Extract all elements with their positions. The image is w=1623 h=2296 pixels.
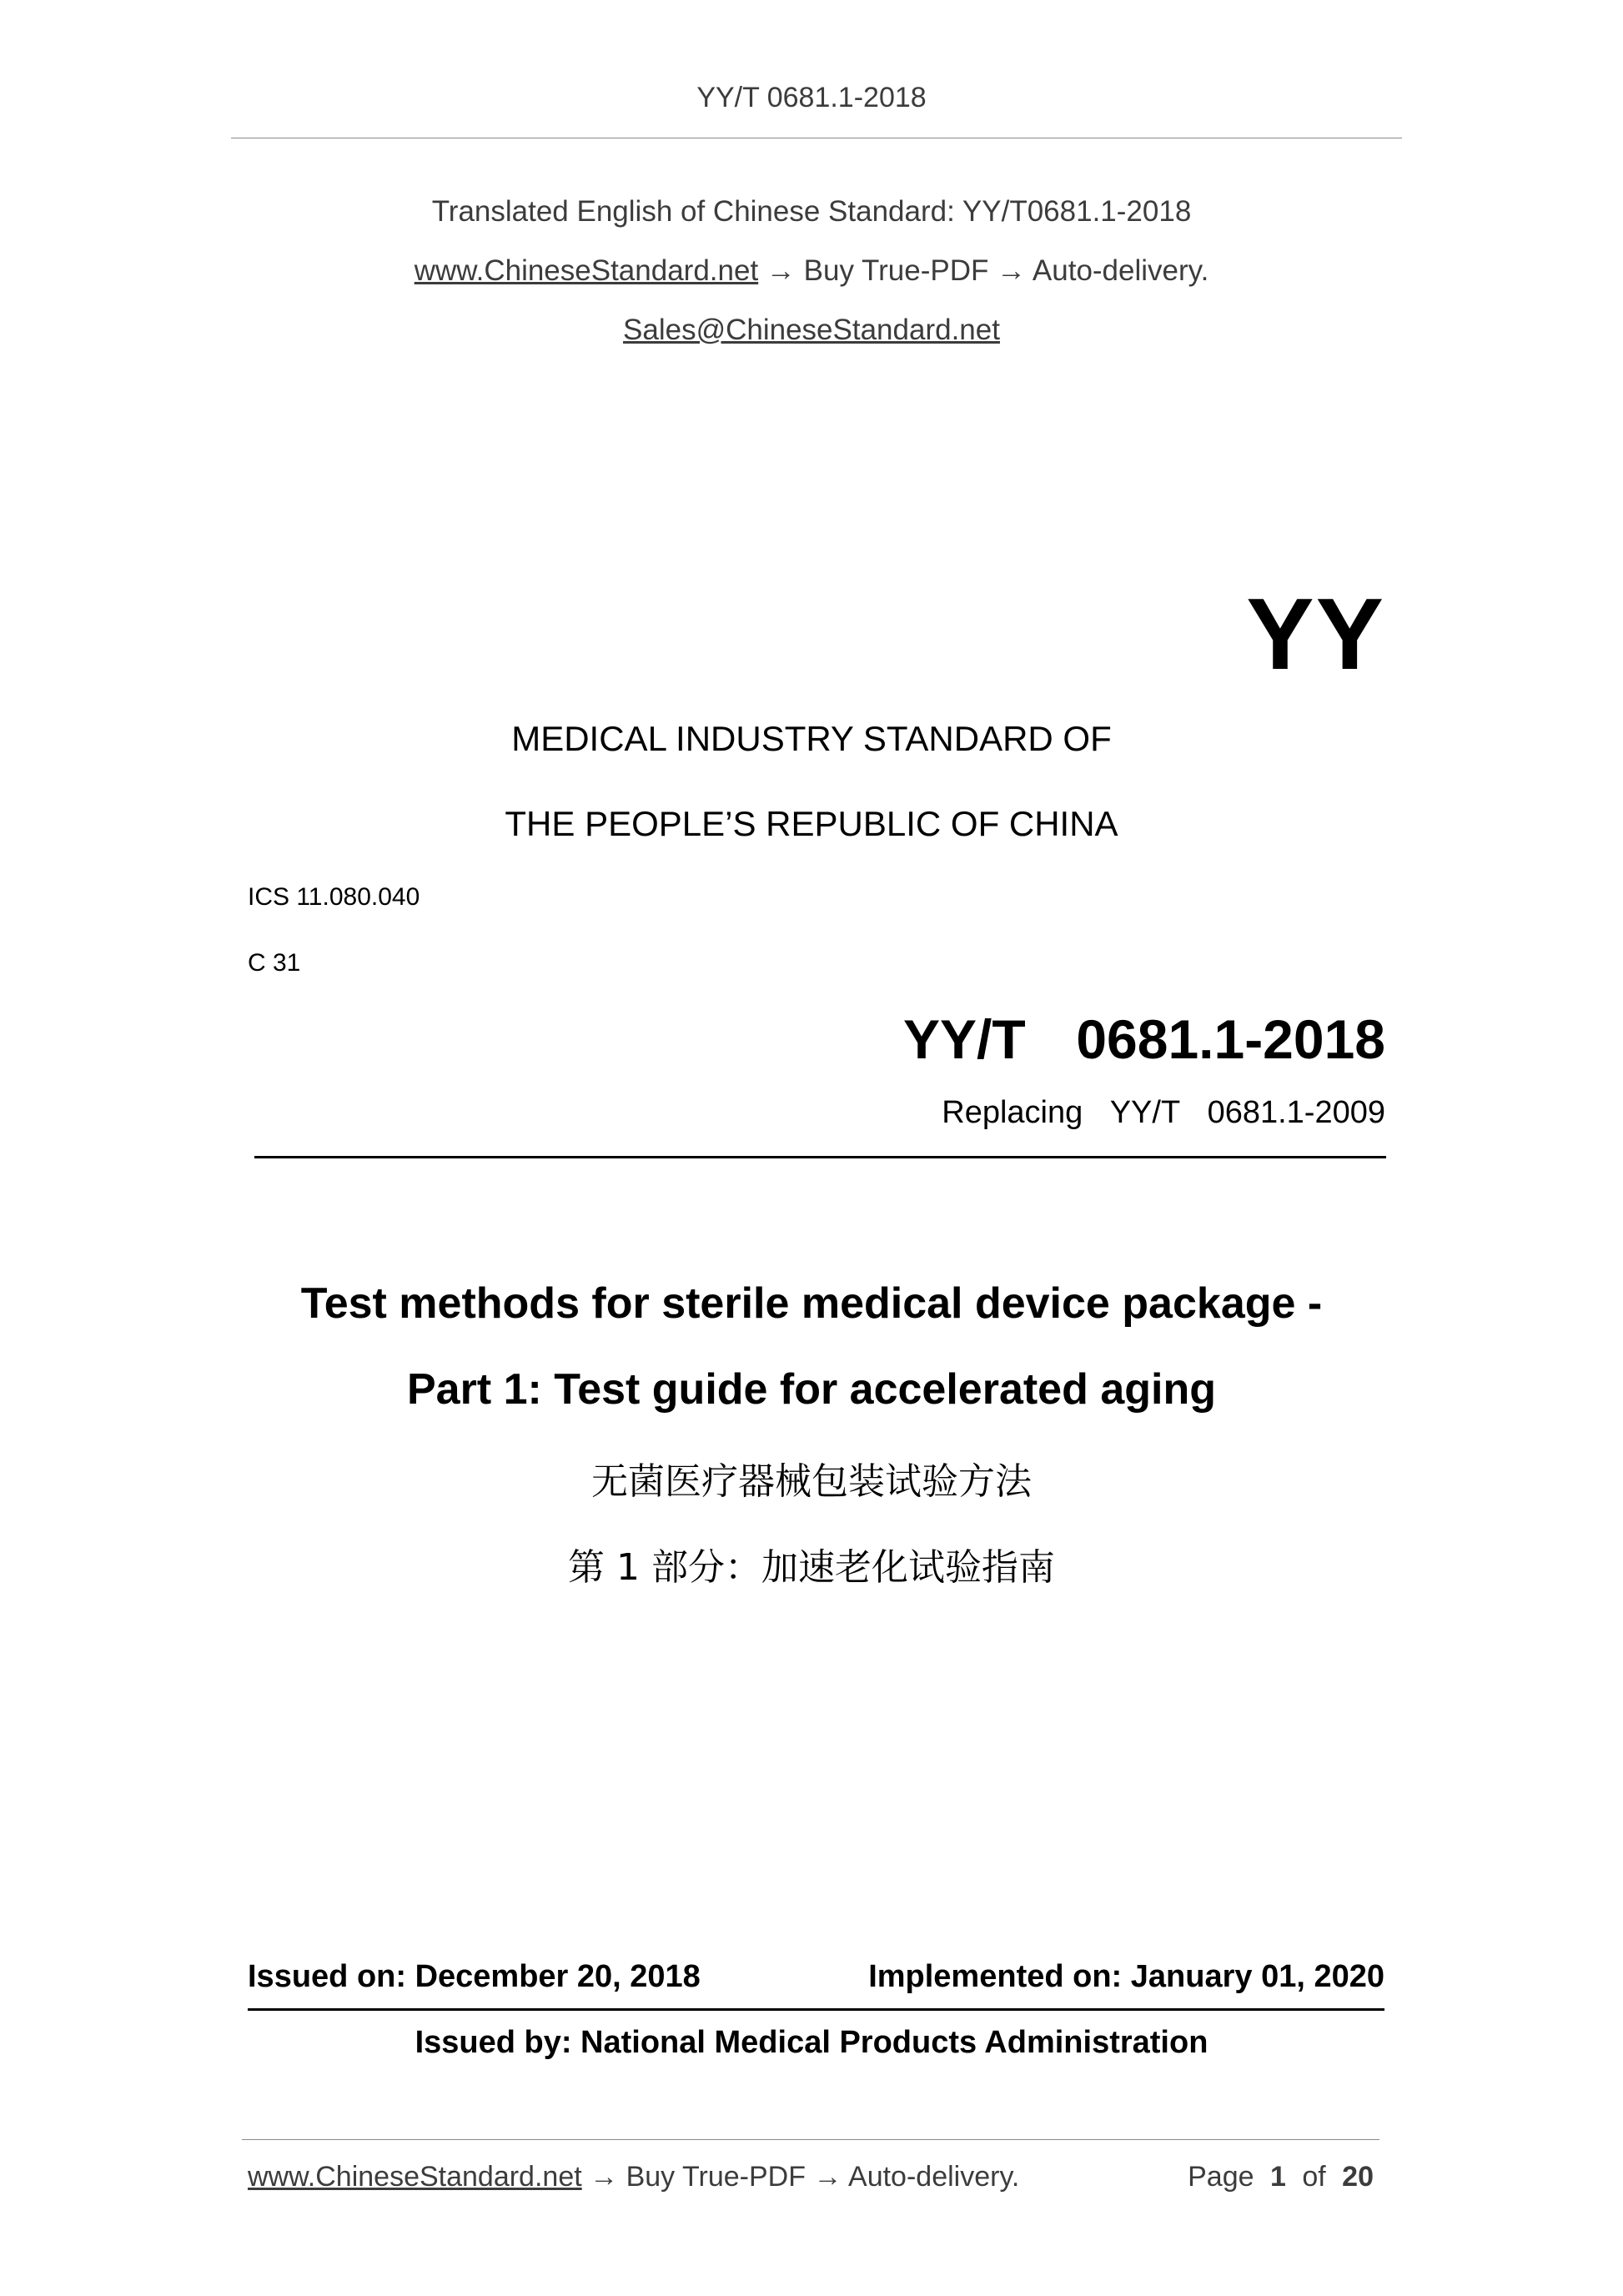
standard-type-line-1: MEDICAL INDUSTRY STANDARD OF	[511, 719, 1112, 758]
footer-site-link[interactable]: www.ChineseStandard.net	[248, 2161, 582, 2193]
implemented-date: Implemented on: January 01, 2020	[868, 1959, 1384, 1994]
of-label: of	[1302, 2161, 1326, 2193]
email-line	[0, 314, 1623, 347]
page-label: Page	[1188, 2161, 1254, 2193]
title-english-line-2: Part 1: Test guide for accelerated aging	[407, 1365, 1216, 1414]
purchase-line	[0, 254, 1623, 288]
title-divider	[254, 1156, 1386, 1158]
footer-divider	[242, 2139, 1379, 2140]
page-current: 1	[1269, 2161, 1286, 2193]
page-header-code: YY/T 0681.1-2018	[696, 82, 927, 113]
footer-buy-text: Buy True-PDF	[626, 2161, 806, 2193]
arrow-right-icon: →	[997, 254, 1027, 287]
issuing-authority: Issued by: National Medical Products Administration	[415, 2025, 1208, 2060]
issue-divider	[248, 2008, 1384, 2011]
site-link[interactable]: www.ChineseStandard.net	[414, 254, 759, 287]
arrow-right-icon: →	[766, 254, 796, 287]
footer-delivery-text: Auto-delivery.	[848, 2161, 1020, 2193]
standard-type-line-2: THE PEOPLE’S REPUBLIC OF CHINA	[505, 804, 1118, 843]
buy-text: Buy True-PDF	[803, 254, 989, 287]
title-chinese-line-2: 第 1 部分：加速老化试验指南	[568, 1546, 1055, 1589]
arrow-right-icon: →	[813, 2161, 842, 2193]
arrow-right-icon: →	[590, 2161, 619, 2193]
email-link[interactable]: Sales@ChineseStandard.net	[623, 314, 1000, 346]
ics-code: ICS 11.080.040	[248, 883, 420, 911]
title-chinese-line-1: 无菌医疗器械包装试验方法	[591, 1460, 1032, 1503]
delivery-text: Auto-delivery.	[1032, 254, 1209, 287]
page-counter	[1188, 2161, 1374, 2193]
standard-number: YY/T 0681.1-2018	[902, 1008, 1385, 1070]
ccs-code: C 31	[248, 949, 301, 977]
footer-purchase-line	[248, 2161, 1019, 2193]
standard-mark: YY	[1246, 577, 1385, 691]
issued-date: Issued on: December 20, 2018	[248, 1959, 701, 1994]
replacing-note: Replacing YY/T 0681.1-2009	[942, 1095, 1385, 1130]
translation-notice: Translated English of Chinese Standard: YY/T0681.1-2018	[431, 195, 1192, 228]
title-english-line-1: Test methods for sterile medical device package -	[300, 1279, 1323, 1328]
page-total: 20	[1342, 2161, 1374, 2193]
